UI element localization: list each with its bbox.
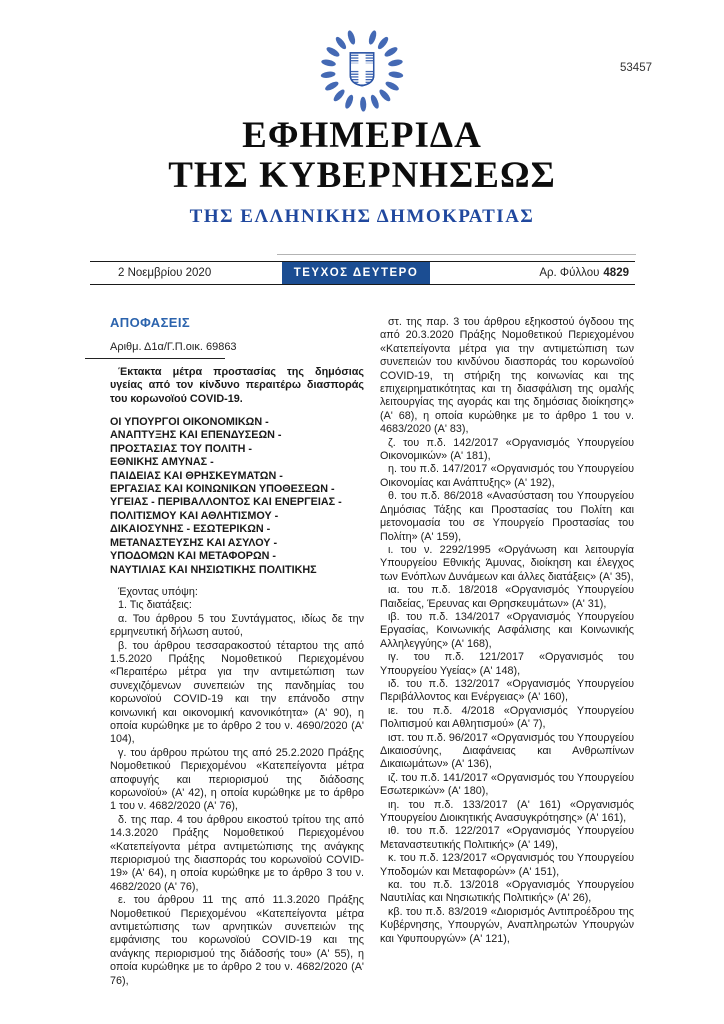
body-paragraph: ιγ. του π.δ. 121/2017 «Οργανισμός του Υπουργείου Υγείας» (Α' 148), (380, 651, 634, 677)
right-paragraphs (380, 316, 634, 946)
body-paragraph: δ. της παρ. 4 του άρθρου εικοστού τρίτου της από 14.3.2020 Πράξης Νομοθετικού Περιεχομένου «Κατεπείγοντα μέτρα αντιμετώπισης της ανάγκης περιορισμού της διασποράς του κορωνοϊού COVID-19» (Α' 64), η οποία κυρώθηκε με το άρθρο 3 του ν. 4682/2020 (Α' 76), (110, 813, 364, 893)
sheet-number-label: Αρ. Φύλλου (539, 267, 600, 279)
body-paragraph: α. Του άρθρου 5 του Συντάγματος, ιδίως δε την ερμηνευτική δήλωση αυτού, (110, 612, 364, 639)
gazette-title-line2: ΤΗΣ ΚΥΒΕΡΝΗΣΕΩΣ (168, 155, 556, 196)
body-paragraph: θ. του π.δ. 86/2018 «Ανασύσταση του Υπουργείου Δημόσιας Τάξης και Προστασίας του Πολίτη και μετονομασία του σε Υπουργείο Προστασίας του Πολίτη» (Α' 159), (380, 490, 634, 543)
body-paragraph: ιη. του π.δ. 133/2017 (Α' 161) «Οργανισμός Υπουργείου Διοικητικής Ανασυγκρότησης» (Α' 161), (380, 798, 634, 825)
decision-number-rule (85, 358, 225, 359)
section-heading-decisions: ΑΠΟΦΑΣΕΙΣ (110, 315, 191, 330)
document-body (110, 316, 634, 988)
body-paragraph: ιε. του π.δ. 4/2018 «Οργανισμός Υπουργείου Πολιτισμού και Αθλητισμού» (Α' 7), (380, 704, 634, 731)
body-paragraph: κα. του π.δ. 13/2018 «Οργανισμός Υπουργείου Ναυτιλίας και Νησιωτικής Πολιτικής» (Α' 26), (380, 879, 634, 905)
minister-line: ΥΓΕΙΑΣ - ΠΕΡΙΒΑΛΛΟΝΤΟΣ ΚΑΙ ΕΝΕΡΓΕΙΑΣ - (110, 496, 342, 509)
minister-line: ΟΙ ΥΠΟΥΡΓΟΙ ΟΙΚΟΝΟΜΙΚΩΝ - (110, 416, 269, 429)
minister-line: ΑΝΑΠΤΥΞΗΣ ΚΑΙ ΕΠΕΝΔΥΣΕΩΝ - (110, 429, 282, 442)
issue-bar (90, 261, 635, 285)
body-paragraph: β. του άρθρου τεσσαρακοστού τέταρτου της από 1.5.2020 Πράξης Νομοθετικού Περιεχομένου «Περαιτέρω μέτρα για την αντιμετώπιση των συνεχιζόμενων συνεπειών της πανδημίας του κορωνοϊού COVID-19 και την επάνοδο στην κοινωνική και οικονομική κανονικότητα» (Α' 90), η οποία κυρώθηκε με το άρθρο 2 του ν. 4690/2020 (Α' 104), (110, 639, 364, 746)
issue-date: 2 Νοεμβρίου 2020 (118, 267, 212, 279)
body-paragraph: ι. του ν. 2292/1995 «Οργάνωση και λειτουργία Υπουργείου Εθνικής Άμυνας, διοίκηση και έλεγχος των Ενόπλων Δυνάμεων και άλλες διατάξεις» (Α' 35), (380, 543, 634, 583)
issue-sheet-number (432, 262, 635, 284)
minister-line: ΠΑΙΔΕΙΑΣ ΚΑΙ ΘΡΗΣΚΕΥΜΑΤΩΝ - (110, 469, 283, 482)
left-paragraphs (110, 586, 364, 988)
body-paragraph: ιθ. του π.δ. 122/2017 «Οργανισμός Υπουργείου Μεταναστευτικής Πολιτικής» (Α' 149), (380, 825, 634, 851)
body-paragraph: στ. της παρ. 3 του άρθρου εξηκοστού όγδοου της από 20.3.2020 Πράξης Νομοθετικού Περιεχομένου «Κατεπείγοντα μέτρα για την αντιμετώπιση των συνεπειών του κινδύνου διασποράς του κορωνοϊού COVID-19, τη στήριξη της κοινωνίας και της επιχειρηματικότητας και τη διασφάλιση της ομαλής λειτουργίας της αγοράς και της δημόσιας διοίκησης» (Α' 68), η οποία κυρώθηκε με το άρθρο 1 του ν. 4683/2020 (Α' 83), (380, 316, 634, 436)
minister-line: ΝΑΥΤΙΛΙΑΣ ΚΑΙ ΝΗΣΙΩΤΙΚΗΣ ΠΟΛΙΤΙΚΗΣ (110, 563, 317, 576)
issue-volume-badge: ΤΕΥΧΟΣ ΔΕΥΤΕΡΟ (282, 262, 430, 284)
minister-line: ΕΡΓΑΣΙΑΣ ΚΑΙ ΚΟΙΝΩΝΙΚΩΝ ΥΠΟΘΕΣΕΩΝ - (110, 483, 335, 496)
minister-line: ΜΕΤΑΝΑΣΤΕΥΣΗΣ ΚΑΙ ΑΣΥΛΟΥ - (110, 536, 278, 549)
body-paragraph: ιζ. του π.δ. 141/2017 «Οργανισμός του Υπουργείου Εσωτερικών» (Α' 180), (380, 771, 634, 798)
body-paragraph: 1. Τις διατάξεις: (118, 599, 192, 612)
minister-line: ΕΘΝΙΚΗΣ ΑΜΥΝΑΣ - (110, 456, 214, 469)
ministers-list (110, 416, 364, 577)
body-paragraph: η. του π.δ. 147/2017 «Οργανισμός του Υπουργείου Οικονομίας και Ανάπτυξης» (Α' 192), (380, 463, 634, 489)
minister-line: ΔΙΚΑΙΟΣΥΝΗΣ - ΕΣΩΤΕΡΙΚΩΝ - (110, 523, 271, 536)
greek-coat-of-arms-icon (317, 24, 407, 116)
minister-line: ΥΠΟΔΟΜΩΝ ΚΑΙ ΜΕΤΑΦΟΡΩΝ - (110, 550, 277, 563)
body-paragraph: κβ. του π.δ. 83/2019 «Διορισμός Αντιπροέδρου της Κυβέρνησης, Υπουργών, Αναπληρωτών Υπουργών και Υφυπουργών» (Α' 121), (380, 905, 634, 945)
masthead (0, 116, 724, 228)
decision-title: Έκτακτα μέτρα προστασίας της δημόσιας υγείας από τον κίνδυνο περαιτέρω διασποράς του κορωνοϊού COVID-19. (110, 365, 364, 405)
body-paragraph: ια. του π.δ. 18/2018 «Οργανισμός Υπουργείου Παιδείας, Έρευνας και Θρησκευμάτων» (Α' 31), (380, 584, 634, 610)
page-number: 53457 (620, 62, 652, 74)
decision-number: Αριθμ. Δ1α/Γ.Π.οικ. 69863 (110, 341, 237, 354)
minister-line: ΠΡΟΣΤΑΣΙΑΣ ΤΟΥ ΠΟΛΙΤΗ - (110, 442, 253, 455)
masthead-divider-rule (277, 254, 636, 255)
body-paragraph: γ. του άρθρου πρώτου της από 25.2.2020 Πράξης Νομοθετικού Περιεχομένου «Κατεπείγοντα μέτρα αποφυγής και περιορισμού της διάδοσης κορωνοϊού» (Α' 42), η οποία κυρώθηκε με το άρθρο 1 του ν. 4682/2020 (Α' 76), (110, 746, 364, 813)
left-column (110, 316, 364, 988)
body-paragraph: κ. του π.δ. 123/2017 «Οργανισμός του Υπουργείου Υποδομών και Μεταφορών» (Α' 151), (380, 852, 634, 878)
minister-line: ΠΟΛΙΤΙΣΜΟΥ ΚΑΙ ΑΘΛΗΤΙΣΜΟΥ - (110, 509, 279, 522)
right-column (380, 316, 634, 988)
body-paragraph: ιβ. του π.δ. 134/2017 «Οργανισμός Υπουργείου Εργασίας, Κοινωνικής Ασφάλισης και Κοινωνικής Αλληλεγγύης» (Α' 168), (380, 610, 634, 650)
body-paragraph: Έχοντας υπόψη: (118, 585, 198, 598)
body-paragraph: ε. του άρθρου 11 της από 11.3.2020 Πράξης Νομοθετικού Περιεχομένου «Κατεπείγοντα μέτρα αντιμετώπισης των αρνητικών συνεπειών της εμφάνισης του κορωνοϊού COVID-19 και της ανάγκης περιορισμού της διάδοσής του» (Α' 55), η οποία κυρώθηκε με το άρθρο 2 του ν. 4682/2020 (Α' 76), (110, 894, 364, 987)
body-paragraph: ιδ. του π.δ. 132/2017 «Οργανισμός Υπουργείου Περιβάλλοντος και Ενέργειας» (Α' 160), (380, 677, 634, 704)
sheet-number-value: 4829 (603, 267, 629, 279)
body-paragraph: ιστ. του π.δ. 96/2017 «Οργανισμός του Υπουργείου Δικαιοσύνης, Διαφάνειας και Ανθρωπίνων Δικαιωμάτων» (Α' 136), (380, 731, 634, 771)
body-paragraph: ζ. του π.δ. 142/2017 «Οργανισμός Υπουργείου Οικονομικών» (Α' 181), (380, 436, 634, 463)
gazette-subtitle: ΤΗΣ ΕΛΛΗΝΙΚΗΣ ΔΗΜΟΚΡΑΤΙΑΣ (189, 206, 535, 227)
gazette-title-line1: ΕΦΗΜΕΡΙΔΑ (242, 115, 482, 156)
